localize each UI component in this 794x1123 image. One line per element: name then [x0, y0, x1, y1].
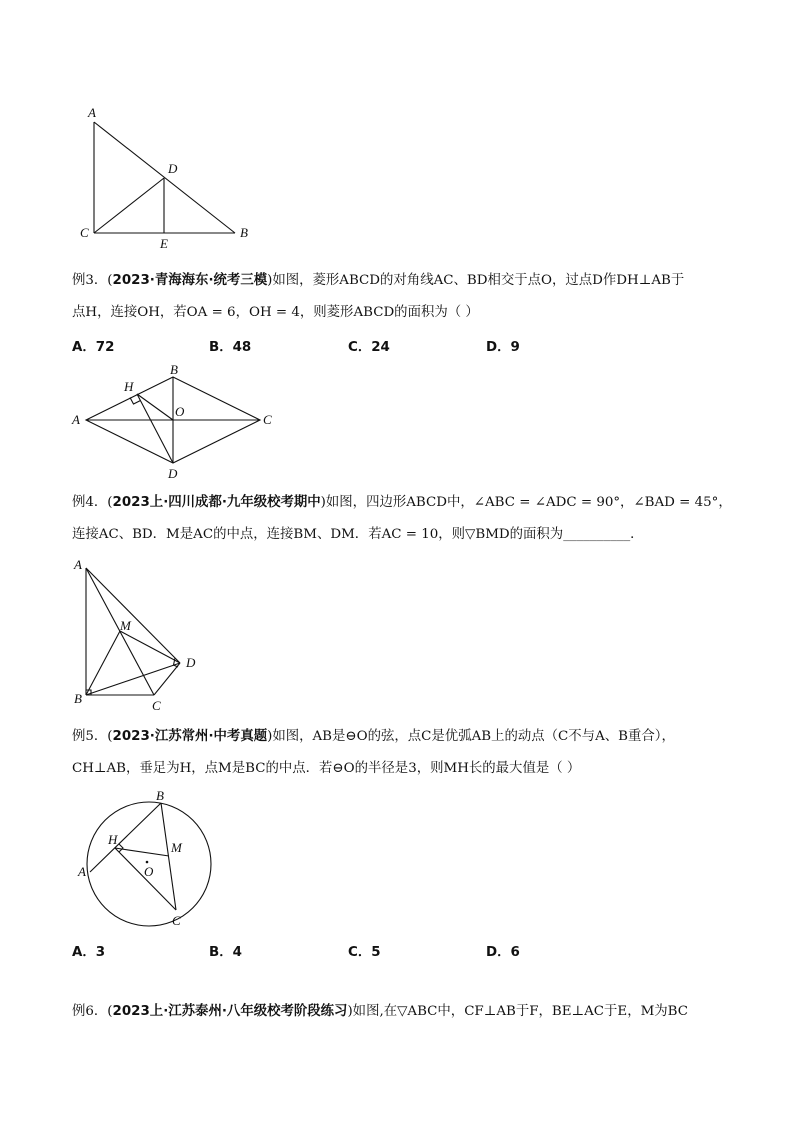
label-o: O [175, 404, 185, 419]
segment-oh [137, 394, 173, 420]
segment-hm [115, 848, 169, 856]
chord-ab [90, 803, 161, 872]
example-6-source: 2023上·江苏泰州·八年级校考阶段练习 [112, 1004, 348, 1019]
example-3-lead: 例3．( [72, 273, 113, 288]
label-m: M [171, 840, 182, 855]
example-4-line-1-rest: )如图，四边形ABCD中，∠ABC = ∠ADC = 90°，∠BAD = 45°， [320, 495, 732, 510]
label-a: A [78, 864, 86, 879]
choice-b[interactable]: B．4 [209, 945, 242, 960]
label-a: A [74, 557, 82, 572]
right-angle-mark-h [119, 844, 123, 852]
choice-a[interactable]: A．72 [72, 340, 115, 355]
label-c: C [172, 913, 181, 928]
label-a: A [72, 412, 80, 427]
label-o: O [144, 864, 154, 879]
example-5-text [72, 721, 732, 785]
label-d: D [168, 161, 178, 176]
example-6-line-1-rest: )如图,在▽ABC中，CF⊥AB于F，BE⊥AC于E，M为BC [347, 1004, 689, 1019]
example-6-text [72, 996, 732, 1028]
example-5-line-2: CH⊥AB，垂足为H，点M是BC的中点．若⊖O的半径是3，则MH长的最大值是（ ） [72, 761, 581, 776]
segment-cd [94, 178, 164, 233]
example-5-line-1 [72, 721, 732, 753]
figure-rhombus-abcd [68, 362, 288, 482]
figure-circle-o [70, 788, 230, 932]
choice-a[interactable]: A．3 [72, 945, 106, 960]
figure-triangle-acb [70, 100, 270, 250]
segment-dm [120, 631, 180, 663]
figure-quadrilateral-abcd [70, 555, 220, 720]
label-b: B [240, 225, 248, 240]
chord-bc [161, 803, 176, 910]
label-a: A [88, 105, 96, 120]
label-b: B [74, 691, 82, 706]
choice-b[interactable]: B．48 [209, 340, 252, 355]
choice-c[interactable]: C．24 [348, 340, 390, 355]
label-e: E [160, 236, 168, 251]
example-4-text [72, 487, 732, 551]
example-3-line-1 [72, 265, 732, 297]
example-4-lead: 例4．( [72, 495, 113, 510]
label-b: B [156, 788, 164, 803]
label-h: H [124, 379, 134, 394]
example-5-lead: 例5．( [72, 729, 113, 744]
example-4-line-2: 连接AC、BD．M是AC的中点，连接BM、DM．若AC = 10，则▽BMD的面积为__________． [72, 527, 644, 542]
segment-dh [137, 394, 173, 463]
example-3-text [72, 265, 732, 329]
example-6-lead: 例6．( [72, 1004, 113, 1019]
segment-ch [115, 848, 176, 910]
example-3-source: 2023·青海海东·统考三模 [112, 273, 268, 288]
label-c: C [263, 412, 272, 427]
label-d: D [186, 655, 196, 670]
example-4-source: 2023上·四川成都·九年级校考期中 [112, 495, 321, 510]
segment-ad [86, 568, 180, 663]
choice-d[interactable]: D．9 [486, 340, 520, 355]
label-b: B [170, 362, 178, 377]
center-o [146, 861, 149, 864]
example-6-line-1 [72, 996, 732, 1028]
example-3-line-1-rest: )如图，菱形ABCD的对角线AC、BD相交于点O，过点D作DH⊥AB于 [267, 273, 685, 288]
example-5-source: 2023·江苏常州·中考真题 [112, 729, 268, 744]
choice-d[interactable]: D．6 [486, 945, 520, 960]
label-h: H [108, 832, 118, 847]
label-c: C [152, 698, 161, 713]
example-5-line-1-rest: )如图，AB是⊖O的弦，点C是优弧AB上的动点（C不与A、B重合）， [267, 729, 675, 744]
example-4-line-1 [72, 487, 732, 519]
choice-c[interactable]: C．5 [348, 945, 381, 960]
label-m: M [120, 618, 131, 633]
label-d: D [168, 466, 178, 481]
label-c: C [80, 225, 89, 240]
example-3-line-2: 点H，连接OH，若OA = 6，OH = 4，则菱形ABCD的面积为（ ） [72, 305, 479, 320]
